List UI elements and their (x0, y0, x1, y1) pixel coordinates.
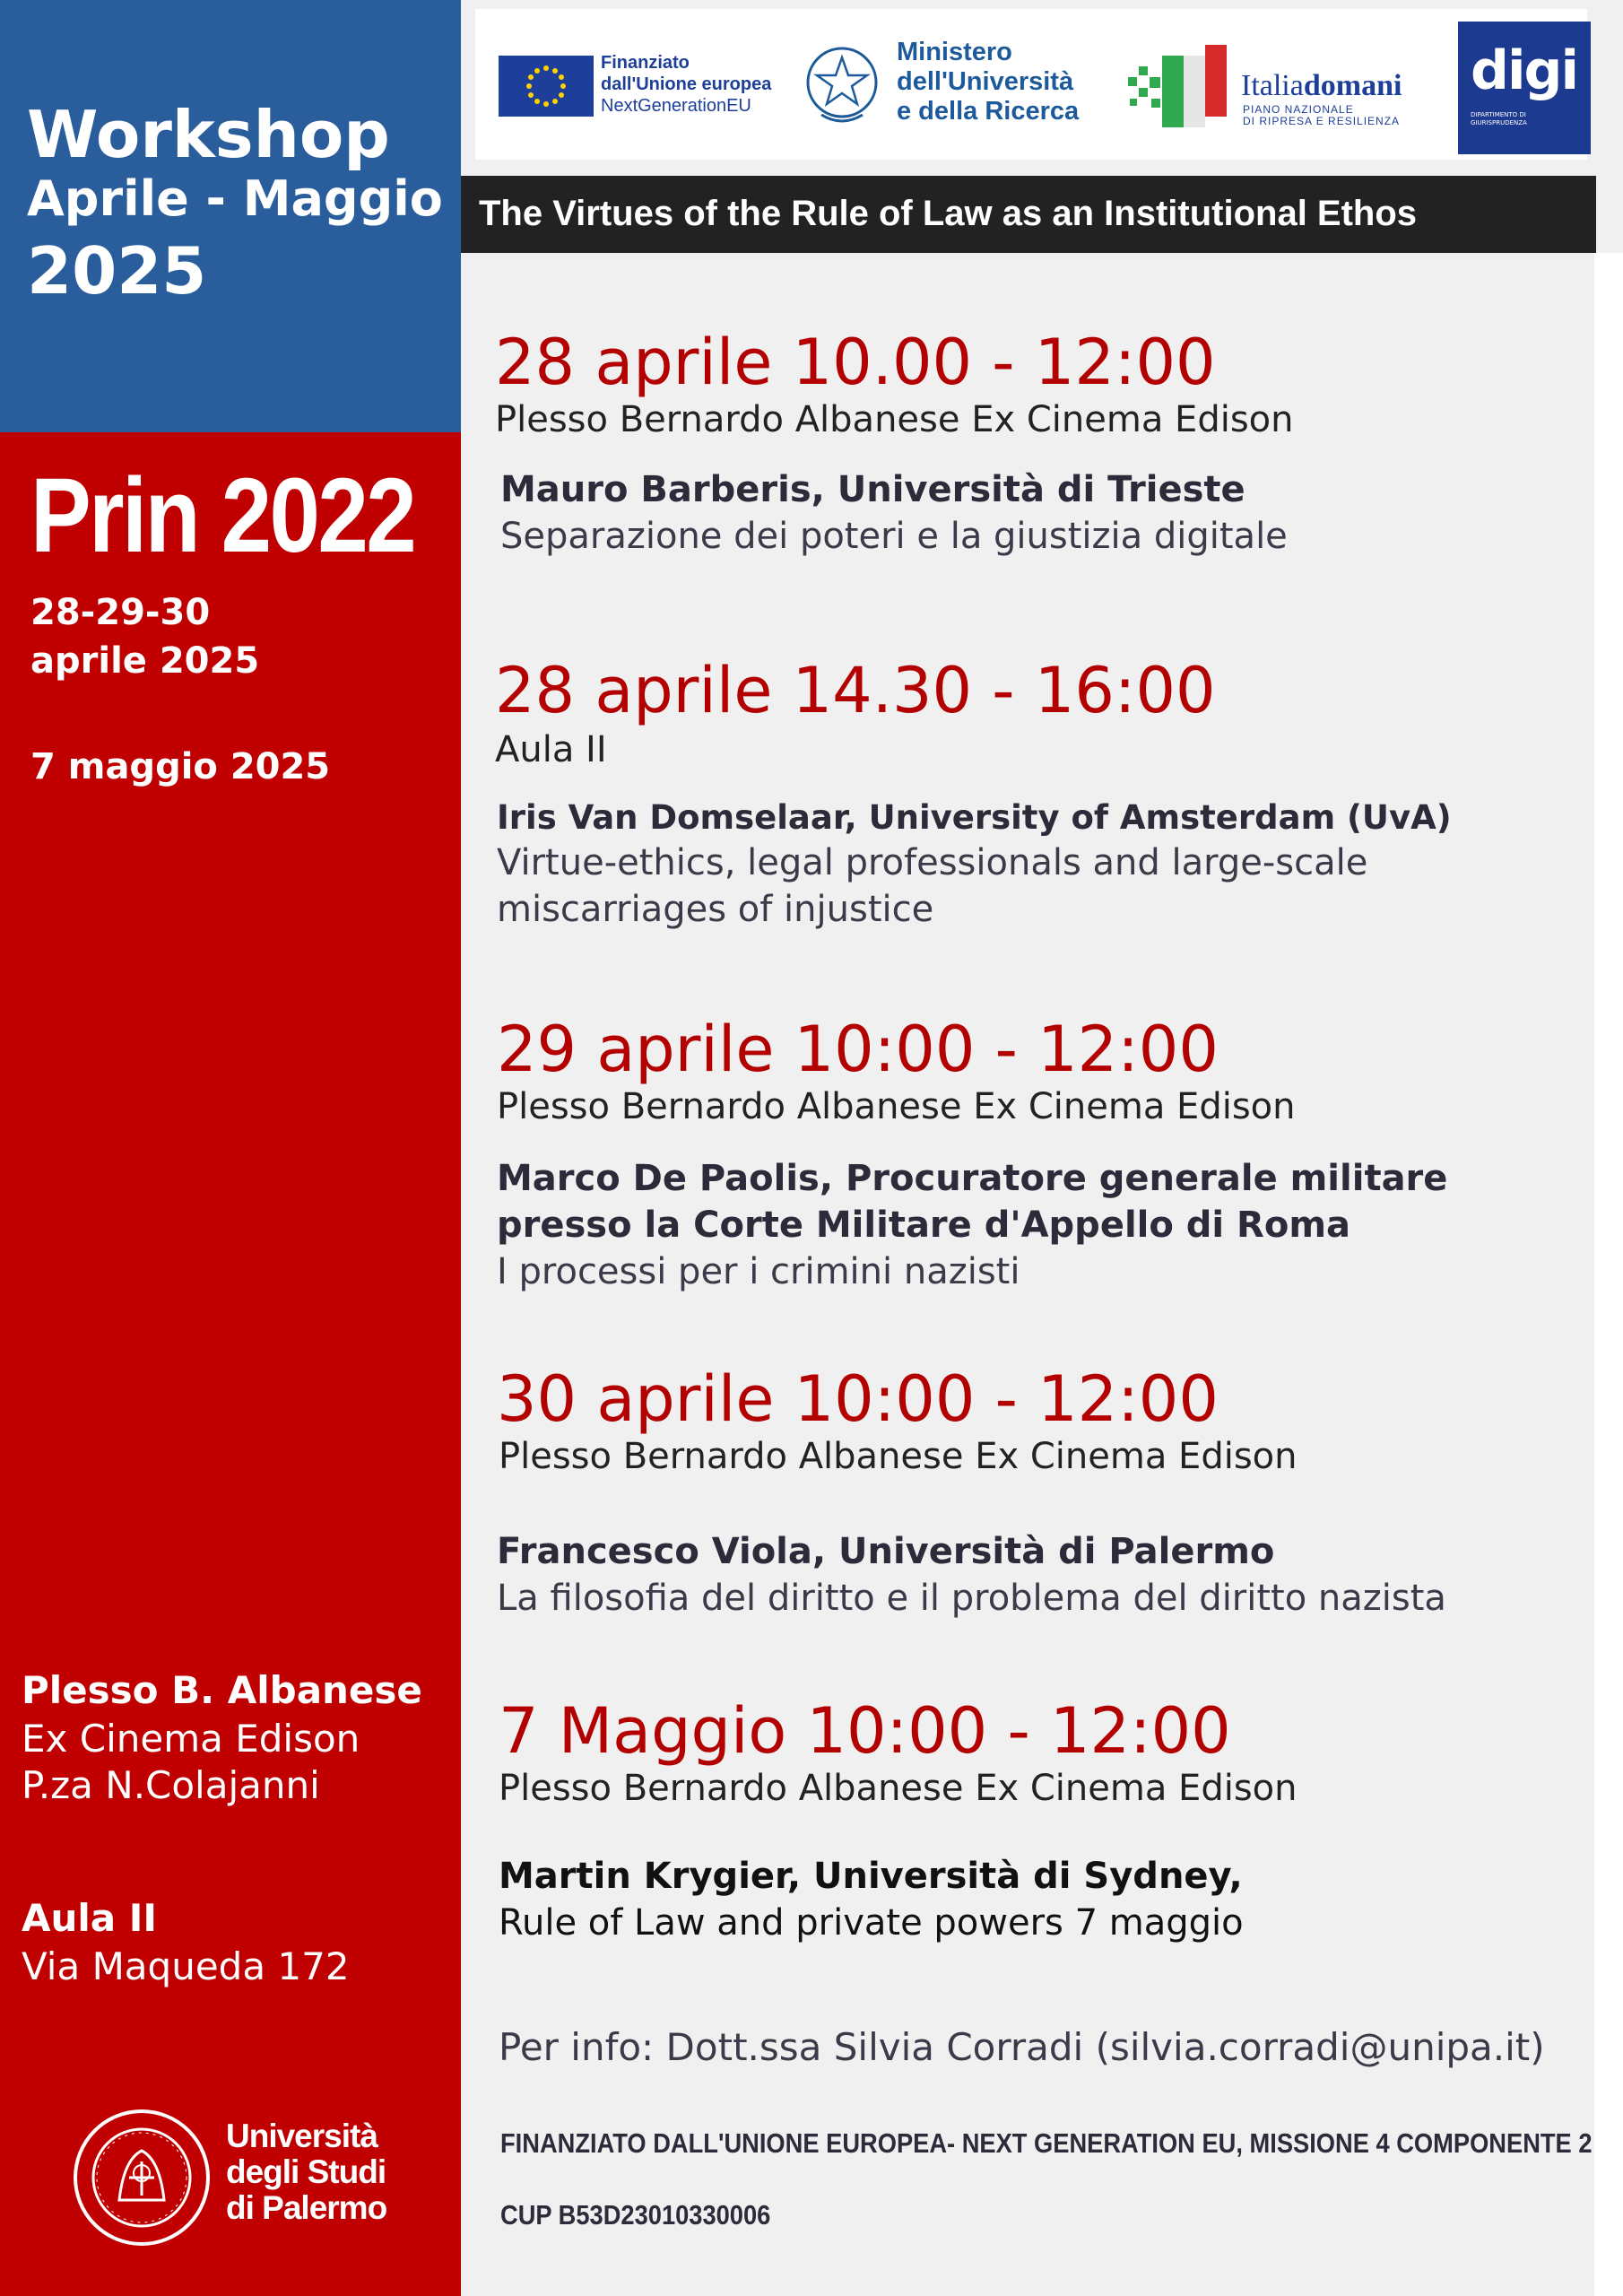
prin-heading: Prin 2022 (30, 457, 415, 575)
event-speaker-affiliation: presso la Corte Militare d'Appello di Roma (497, 1205, 1350, 1246)
mur-line2: dell'Università (897, 67, 1074, 96)
italiadomani-sub1: PIANO NAZIONALE (1243, 103, 1354, 116)
mur-line1: Ministero (897, 38, 1012, 66)
event-place: Aula II (495, 729, 607, 770)
eu-flag-icon (499, 56, 594, 117)
eu-logo-text (601, 52, 771, 117)
event-place: Plesso Bernardo Albanese Ex Cinema Edison (499, 1768, 1298, 1809)
university-seal-icon (70, 2106, 213, 2249)
university-name (226, 2118, 386, 2226)
italiadomani-subtitle (1243, 104, 1400, 127)
event-speaker: Iris Van Domselaar, University of Amsterdam (UvA) (497, 798, 1452, 837)
university-name-line2: degli Studi (226, 2153, 386, 2190)
mur-logo-text (897, 38, 1079, 126)
venue1-line2: P.za N.Colajanni (22, 1763, 320, 1807)
event-date: 29 aprile 10:00 - 12:00 (497, 1013, 1219, 1086)
workshop-title: Workshop (27, 97, 390, 172)
university-name-line3: di Palermo (226, 2189, 387, 2226)
contact-info: Per info: Dott.ssa Silvia Corradi (silvia.corradi@unipa.it) (499, 2025, 1545, 2069)
dates-april (30, 588, 259, 685)
event-place: Plesso Bernardo Albanese Ex Cinema Edison (499, 1436, 1298, 1477)
italiadomani-domani: domani (1303, 69, 1402, 102)
digi-logo-text: digi (1471, 39, 1578, 102)
eu-line3: NextGenerationEU (601, 96, 751, 116)
event-place: Plesso Bernardo Albanese Ex Cinema Edison (495, 399, 1294, 440)
venue1-title: Plesso B. Albanese (22, 1668, 422, 1712)
event-speaker: Mauro Barberis, Università di Trieste (500, 469, 1245, 510)
sidebar-red-panel (0, 432, 461, 2296)
venue2-line1: Via Maqueda 172 (22, 1944, 350, 1988)
cup-code: CUP B53D23010330006 (500, 2199, 771, 2231)
event-speaker: Martin Krygier, Università di Sydney, (499, 1856, 1243, 1897)
event-talk: Rule of Law and private powers 7 maggio (499, 1902, 1244, 1944)
dates-april-days: 28-29-30 (30, 592, 211, 633)
event-date: 7 Maggio 10:00 - 12:00 (499, 1694, 1231, 1768)
venue2-title: Aula II (22, 1896, 158, 1940)
italiadomani-italia: Italia (1241, 69, 1304, 102)
event-talk: La filosofia del diritto e il problema del diritto nazista (497, 1578, 1446, 1619)
event-date: 28 aprile 10.00 - 12:00 (495, 326, 1216, 399)
digi-logo-subtitle: DIPARTIMENTO DI GIURISPRUDENZA (1471, 111, 1527, 126)
university-name-line1: Università (226, 2118, 378, 2154)
event-date: 30 aprile 10:00 - 12:00 (497, 1362, 1219, 1436)
dates-may: 7 maggio 2025 (30, 746, 331, 787)
event-talk: I processi per i crimini nazisti (497, 1251, 1020, 1292)
funding-statement: FINANZIATO DALL'UNIONE EUROPEA- NEXT GENERATION EU, MISSIONE 4 COMPONENTE 2 (500, 2127, 1593, 2159)
italiadomani-logo-text (1241, 68, 1402, 104)
event-date: 28 aprile 14.30 - 16:00 (495, 654, 1216, 727)
italiadomani-mark-icon (1126, 41, 1228, 131)
italian-republic-emblem-icon (803, 41, 881, 127)
dates-april-month: aprile 2025 (30, 640, 260, 682)
workshop-theme-title: The Virtues of the Rule of Law as an Institutional Ethos (479, 194, 1418, 233)
event-speaker: Francesco Viola, Università di Palermo (497, 1531, 1275, 1572)
eu-line2: dall'Unione europea (601, 74, 772, 94)
event-talk: Separazione dei poteri e la giustizia digitale (500, 516, 1288, 557)
workshop-months: Aprile - Maggio (27, 170, 443, 227)
event-speaker: Marco De Paolis, Procuratore generale militare (497, 1158, 1448, 1199)
event-talk: miscarriages of injustice (497, 889, 934, 930)
event-place: Plesso Bernardo Albanese Ex Cinema Edison (497, 1086, 1296, 1127)
italiadomani-sub2: DI RIPRESA E RESILIENZA (1243, 115, 1401, 127)
event-talk: Virtue-ethics, legal professionals and large-scale (497, 842, 1368, 883)
workshop-year: 2025 (27, 233, 207, 309)
venue1-line1: Ex Cinema Edison (22, 1717, 360, 1761)
right-margin (1594, 253, 1623, 2296)
eu-line1: Finanziato (601, 53, 690, 73)
mur-line3: e della Ricerca (897, 97, 1080, 126)
